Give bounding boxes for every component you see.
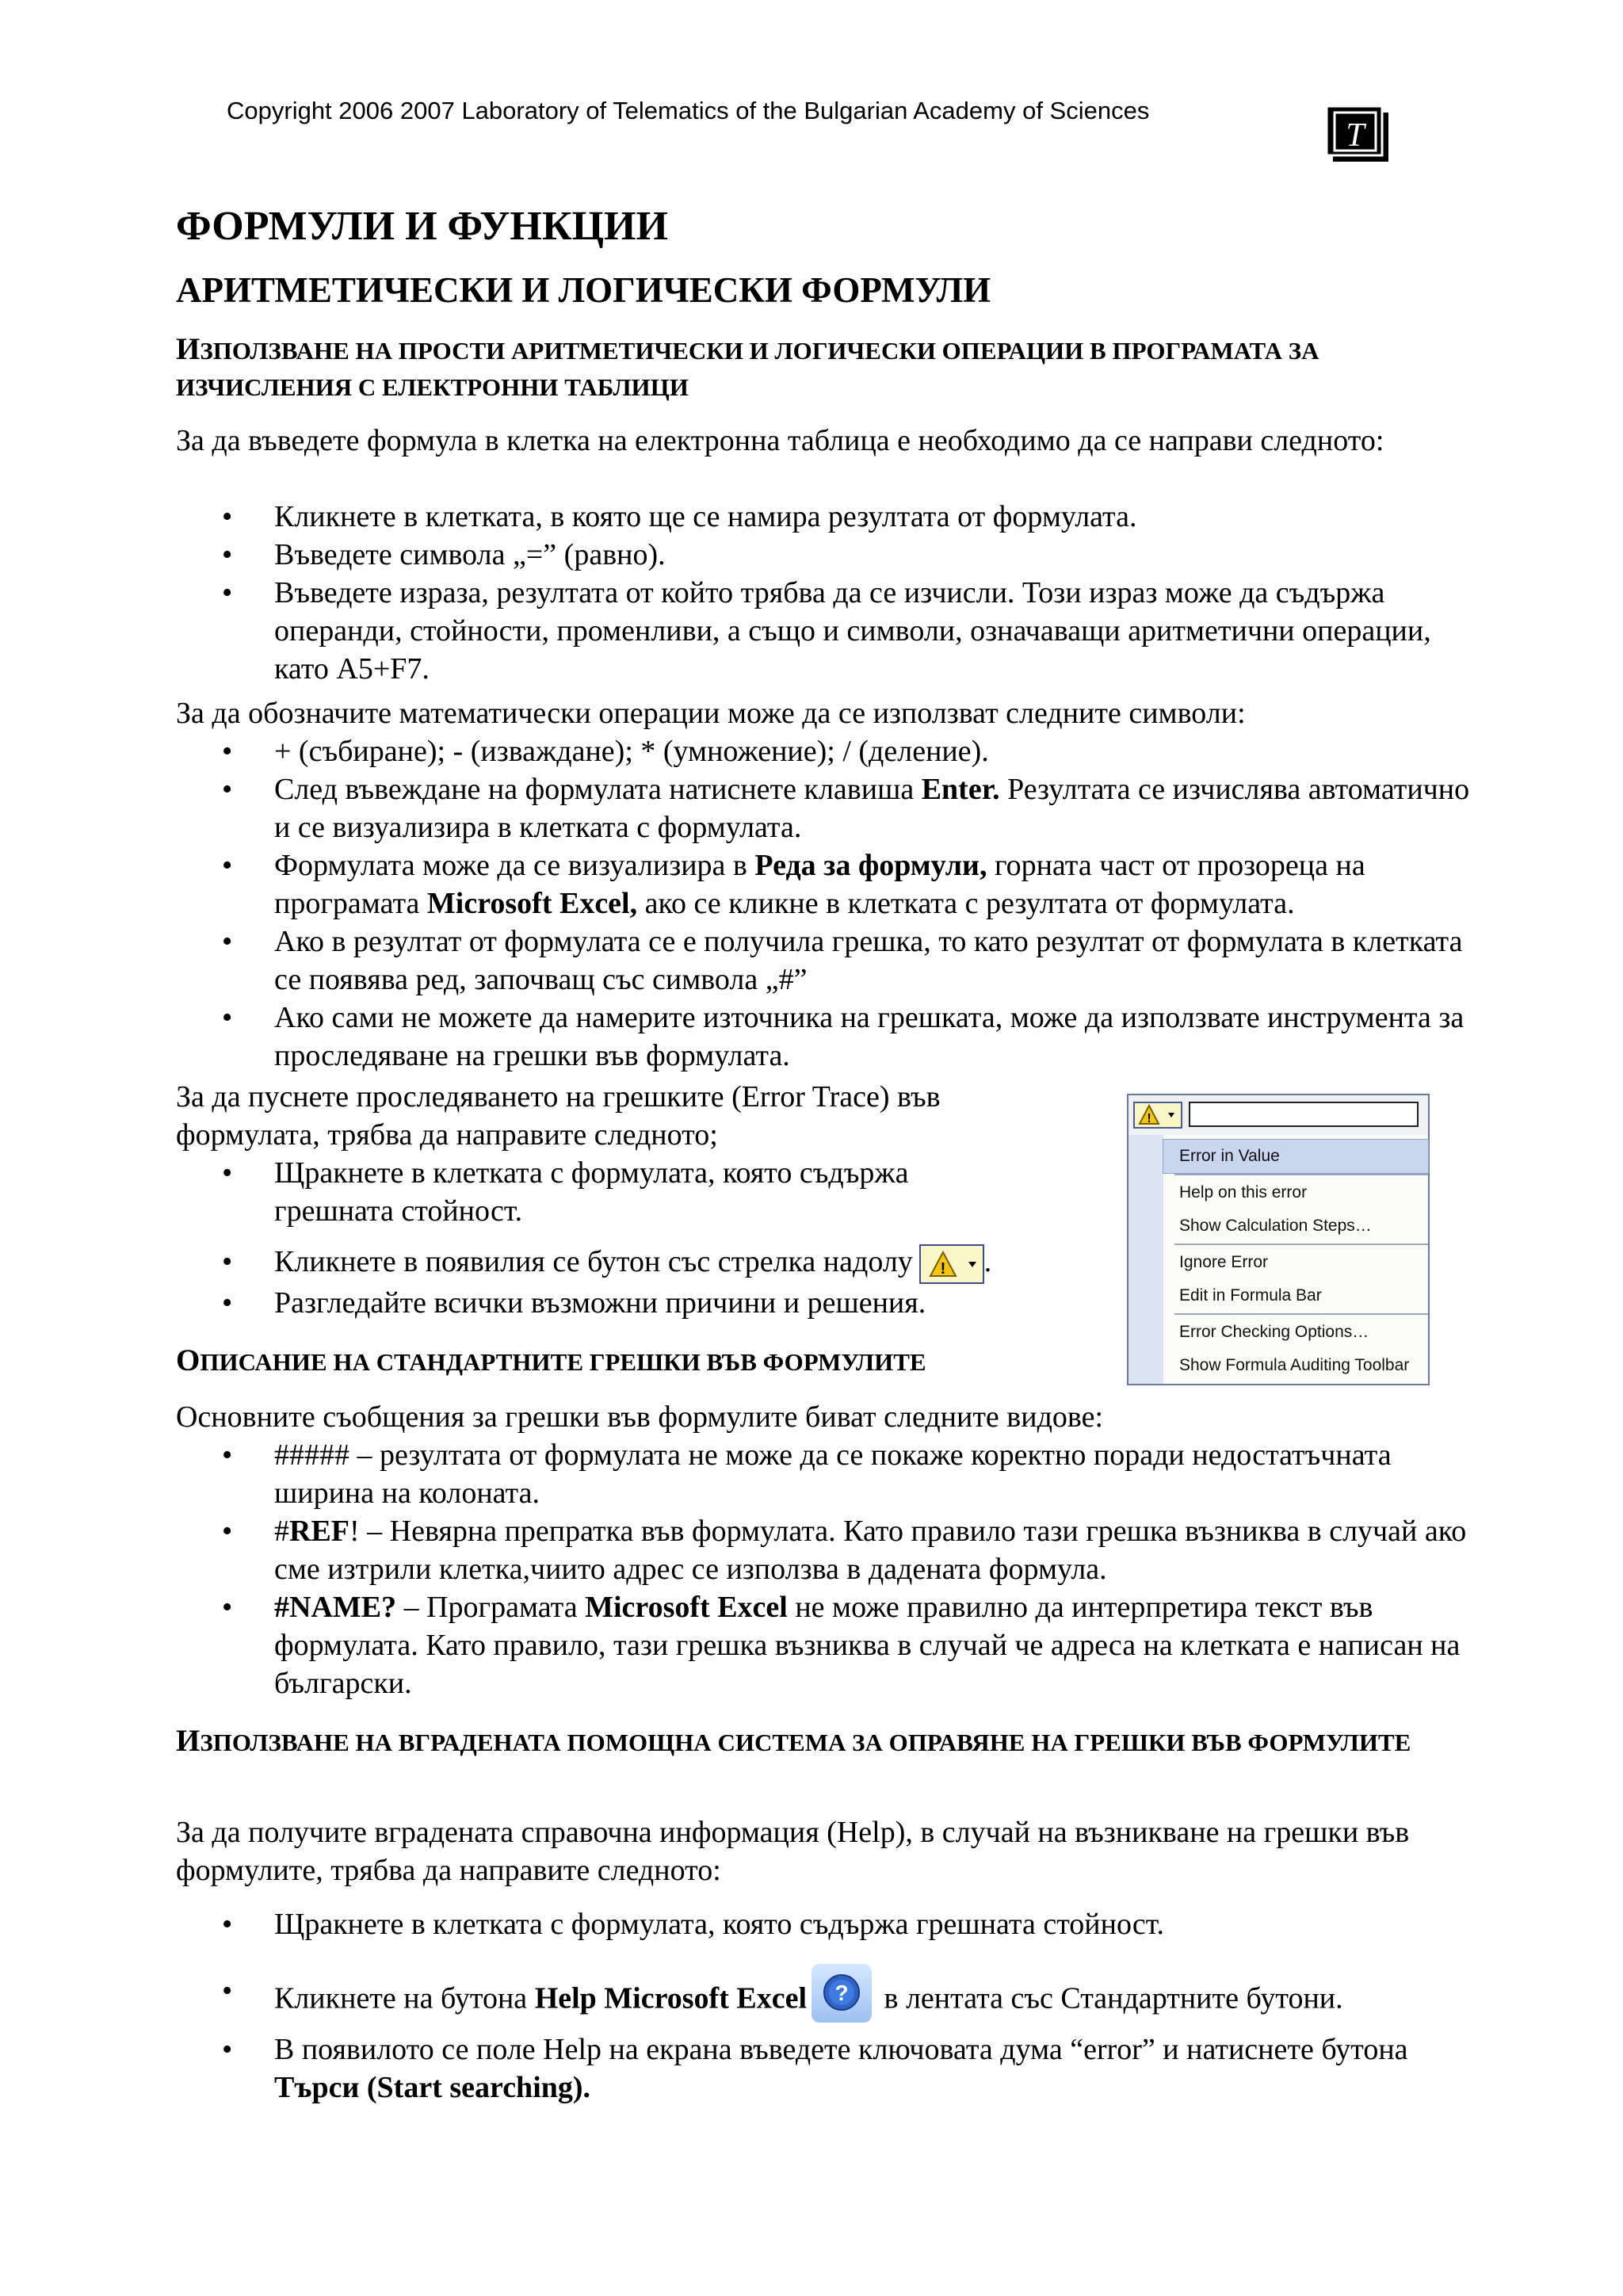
svg-text:T: T	[1346, 117, 1365, 154]
menu-item-error-checking-options[interactable]: Error Checking Options…	[1179, 1323, 1369, 1341]
section1-intro2: За да обозначите математически операции може да се използват следните символи:	[176, 697, 1246, 730]
list-item: • Формулата може да се визуализира в Реда за формули, горната част от прозореца на програмата Microsoft Excel, ако се кликне в клетката с резултата от формулата.	[176, 846, 1476, 923]
error-trace-menu-screenshot	[1127, 1094, 1430, 1385]
list-item: • #REF! – Невярна препратка във формулата. Като правило тази грешка възниква в случай ако сме изтрили клетка,чиито адрес се използва в дадената формула.	[176, 1512, 1476, 1588]
list-item: • Щракнете в клетката с формулата, която съдържа грешната стойност.	[176, 1154, 1003, 1230]
bullet-list-4	[176, 1905, 1491, 2107]
copyright-line: Copyright 2006 2007 Laboratory of Telematics of the Bulgarian Academy of Sciences	[227, 97, 1150, 124]
menu-item-help-on-error[interactable]: Help on this error	[1179, 1183, 1308, 1201]
section2-heading: ОПИСАНИЕ НА СТАНДАРТНИТЕ ГРЕШКИ ВЪВ ФОРМУЛИТЕ	[176, 1343, 926, 1377]
list-item: • Щракнете в клетката с формулата, която съдържа грешната стойност.	[176, 1905, 1491, 1943]
menu-input-field[interactable]	[1189, 1102, 1419, 1127]
list-item: • Въведете израза, резултата от който трябва да се изчисли. Този израз може да съдържа операнди, стойности, променливи, а също и символи, означаващи аритметични операции, като A5+F7.	[176, 574, 1476, 688]
warning-icon[interactable]	[1133, 1102, 1182, 1129]
section1-intro3: За да пуснете проследяването на грешките (Error Trace) във формулата, трябва да направите следното;	[176, 1080, 941, 1152]
list-item: • Въведете символа „=” (равно).	[176, 536, 1476, 574]
list-item: • След въвеждане на формулата натиснете клавиша Enter. Резултата се изчислява автоматично и се визуализира в клетката с формулата.	[176, 770, 1476, 846]
list-item: • ##### – резултата от формулата не може да се покаже коректно поради недостатъчната ширина на колоната.	[176, 1436, 1476, 1512]
menu-item-show-calculation-steps[interactable]: Show Calculation Steps…	[1179, 1217, 1372, 1235]
bullet-list-3	[176, 1154, 1095, 1322]
section1-intro: За да въведете формула в клетка на електронна таблица е необходимо да се направи следното:	[176, 424, 1384, 457]
list-item: • Ако сами не можете да намерите източника на грешката, може да използвате инструмента за проследяване на грешки във формулата.	[176, 999, 1476, 1075]
menu-item-show-formula-auditing-toolbar[interactable]: Show Formula Auditing Toolbar	[1179, 1356, 1410, 1374]
menu-item-error-in-value[interactable]: Error in Value	[1163, 1140, 1428, 1173]
svg-text:!: !	[940, 1260, 946, 1278]
bullet-list-2	[176, 732, 1476, 1075]
list-item: • Кликнете в клетката, в която ще се намира резултата от формулата.	[176, 498, 1476, 536]
page-title: ФОРМУЛИ И ФУНКЦИИ	[176, 204, 668, 249]
menu-separator	[1174, 1313, 1428, 1315]
list-item: • В появилото се поле Help на екрана въведете ключовата дума “error” и натиснете бутона Търси (Start searching).	[176, 2030, 1491, 2107]
list-item: • Кликнете на бутона Help Microsoft Excel ? в лентата със Стандартните бутони.	[176, 1972, 1491, 2030]
list-item: • Ако в резултат от формулата се е получила грешка, то като резултат от формулата в клетката се появява ред, започващ със символа „#”	[176, 923, 1476, 999]
svg-text:?: ?	[834, 1981, 849, 2005]
laboratory-logo-icon	[1325, 105, 1392, 165]
section2-intro: Основните съобщения за грешки във формулите биват следните видове:	[176, 1400, 1104, 1434]
list-item: • + (събиране); - (изваждане); * (умножение); / (деление).	[176, 732, 1476, 770]
error-trace-button[interactable]	[919, 1244, 984, 1284]
list-item: • Кликнете в появилия се бутон със стрелка надолу ! .	[176, 1243, 1095, 1284]
page-subtitle: АРИТМЕТИЧЕСКИ И ЛОГИЧЕСКИ ФОРМУЛИ	[176, 270, 991, 310]
list-item: • #NAME? – Програмата Microsoft Excel не може правилно да интерпретира текст във формулата. Като правило, тази грешка възниква в случай че адреса на клетката е написан на български.	[176, 1588, 1476, 1702]
help-icon[interactable]	[812, 1964, 872, 2023]
menu-item-ignore-error[interactable]: Ignore Error	[1179, 1253, 1269, 1271]
section3-heading: ИЗПОЛЗВАНЕ НА ВГРАДЕНАТА ПОМОЩНА СИСТЕМА ЗА ОПРАВЯНЕ НА ГРЕШКИ ВЪВ ФОРМУЛИТЕ	[176, 1724, 1411, 1758]
menu-separator	[1174, 1174, 1428, 1175]
menu-toolbar	[1128, 1095, 1428, 1135]
bullet-list-1	[176, 498, 1476, 688]
list-item: • Разгледайте всички възможни причини и решения.	[176, 1284, 1095, 1322]
section1-heading: ИЗПОЛЗВАНЕ НА ПРОСТИ АРИТМЕТИЧЕСКИ И ЛОГИЧЕСКИ ОПЕРАЦИИ В ПРОГРАМАТА ЗА ИЗЧИСЛЕНИЯ С ЕЛЕКТРОННИ ТАБЛИЦИ	[176, 332, 1319, 401]
svg-text:!: !	[1147, 1112, 1151, 1125]
section3-intro: За да получите вградената справочна информация (Help), в случай на възникване на грешки във формулите, трябва да направите следното:	[176, 1816, 1410, 1887]
menu-item-edit-in-formula-bar[interactable]: Edit in Formula Bar	[1179, 1286, 1322, 1305]
error-types-list	[176, 1436, 1476, 1702]
menu-separator	[1174, 1244, 1428, 1245]
